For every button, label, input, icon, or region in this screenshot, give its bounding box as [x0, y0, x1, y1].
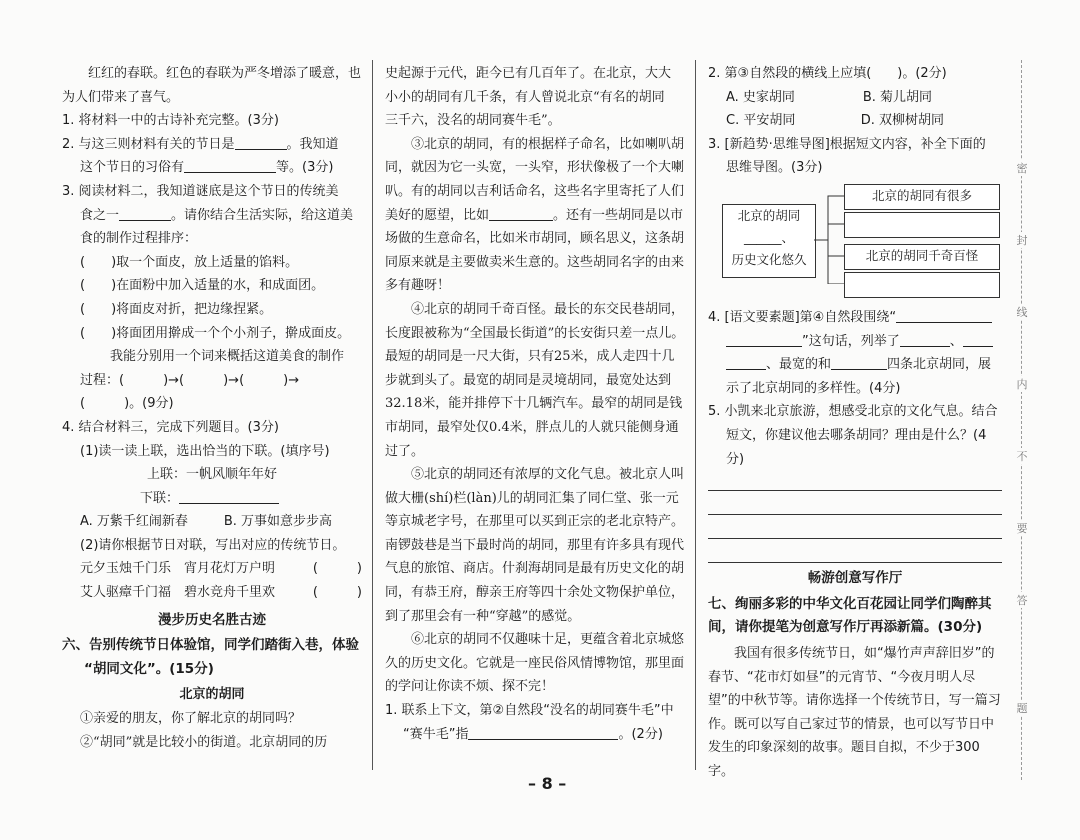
section-seven-title: 七、绚丽多彩的中华文化百花园让同学们陶醉其间，请你提笔为创意写作厅再添新篇。(30分)	[708, 595, 992, 636]
question-2: 2. 与这三则材料有关的节日是 。我知道	[62, 133, 362, 157]
binding-char: 封	[1014, 232, 1030, 248]
reading-question-1-cont: “赛牛毛”指 。(2分)	[385, 723, 685, 747]
mind-map-branch-4-blank[interactable]	[844, 272, 1000, 298]
question-4-1: (1)读一读上联，选出恰当的下联。(填序号)	[80, 443, 330, 459]
answer-line[interactable]	[708, 495, 1002, 515]
mind-map-root: 北京的胡同 ______、 历史文化悠久	[722, 204, 816, 278]
upper-couplet: 上联：一帆风顺年年好	[146, 467, 277, 483]
section-heading-writing: 畅游创意写作厅	[807, 570, 903, 587]
answer-paren[interactable]: ( )	[312, 561, 362, 577]
section-heading-history: 漫步历史名胜古迹	[158, 611, 266, 628]
options-row-2	[708, 109, 1002, 133]
answer-line[interactable]	[708, 543, 1002, 563]
question-3-cont: 食之一 。请你结合生活实际，给这道美	[62, 204, 362, 228]
intro-line-1: 红红的春联。红色的春联为严冬增添了暖意，也	[88, 66, 362, 81]
answer-blank[interactable]	[900, 331, 950, 347]
article-line: 小小的胡同有几千条，有人曾说北京“有名的胡同	[385, 89, 665, 105]
writing-prompt: 我国有很多传统节日，如“爆竹声声辞旧岁”的春节、“花市灯如昼”的元宵节、“今夜月明人尽望”的中秋节等。请你选择一个传统节日，写一篇习作。既可以写自己家过节的情景，也可以写节日中发生的印象深刻的故事。题目自拟，不少于300字。	[708, 645, 1001, 779]
reading-question-5-cont: 短文，你建议他去哪条胡同？理由是什么？(4分)	[726, 427, 987, 467]
mind-map-branch-3: 北京的胡同千奇百怪	[844, 244, 1000, 270]
reading-question-4-cont3: 示了北京胡同的多样性。(4分)	[726, 380, 901, 396]
reading-question-2: 2. 第③自然段的横线上应填( )。(2分)	[708, 66, 947, 81]
question-4-2: (2)请你根据节日对联，写出对应的传统节日。	[80, 537, 346, 553]
binding-char: 不	[1014, 448, 1030, 464]
summary-line-3[interactable]: ( )。(9分)	[80, 396, 174, 412]
answer-blank[interactable]	[235, 134, 287, 150]
article-paragraph-3: ③北京的胡同，有的根据样子命名，比如喇叭胡同，就因为它一头宽，一头窄，形状像极了一个大喇叭。有的胡同以吉利话命名，这些名字里寄托了人们美好的愿望，比如 。还有一些胡同是以市场做的生意命名，比如米市胡同，顾名思义，这条胡同原来就是主要做卖米生意的。这些胡同名字的由来多有趣呀！	[385, 136, 685, 294]
reading-question-5: 5. 小凯来北京旅游，想感受北京的文化气息。结合	[708, 404, 998, 420]
article-title: 北京的胡同	[179, 687, 245, 703]
option-d[interactable]: D. 双柳树胡同	[860, 113, 944, 129]
mind-map-root-blank[interactable]: ______、	[743, 229, 794, 245]
column-divider-left	[372, 60, 373, 770]
article-paragraph-2: ②“胡同”就是比较小的街道。北京胡同的历	[80, 734, 328, 750]
binding-margin	[1012, 60, 1032, 780]
option-c[interactable]: C. 平安胡同	[726, 113, 796, 129]
article-paragraph-5: ⑤北京的胡同还有浓厚的文化气息。被北京人叫做大栅(shí)栏(làn)儿的胡同汇集了同仁堂、张一元等京城老字号，在那里可以买到正宗的老北京特产。南锣鼓巷是当下最时尚的胡同，那里有许多具有现代气息的旅馆、商店。什刹海胡同是最有历史文化的胡同，有恭王府，醇亲王府等四十余处文物保护单位，到了那里会有一种“穿越”的感觉。	[385, 467, 685, 624]
article-paragraph-1: ①亲爱的朋友，你了解北京的胡同吗？	[80, 711, 302, 727]
answer-blank[interactable]	[119, 205, 171, 221]
couplet-1: 元夕玉烛千门乐 宵月花灯万户明 ( )	[62, 557, 362, 581]
options-row-1	[708, 86, 1002, 110]
binding-char: 内	[1014, 376, 1030, 392]
option-a[interactable]: A. 万紫千红闹新春	[80, 514, 188, 530]
reading-question-4-cont: ”这句话，列举了 、	[708, 330, 1002, 354]
step-3[interactable]: ( )将面皮对折，把边缘捏紧。	[80, 301, 273, 317]
binding-char: 密	[1014, 160, 1030, 176]
option-a[interactable]: A. 史家胡同	[726, 89, 795, 105]
reading-question-1: 1. 联系上下文，第②自然段“没名的胡同赛牛毛”中	[385, 703, 674, 719]
answer-blank[interactable]	[963, 331, 993, 347]
binding-char: 要	[1014, 520, 1030, 536]
article-paragraph-4: ④北京的胡同千奇百怪。最长的东交民巷胡同，长度跟被称为“全国最长街道”的长安街只差一点儿。最短的胡同是一尺大街，只有25米，成人走四十几步就到头了。最宽的胡同是灵境胡同，最宽处达到32.18米，能并排停下十几辆汽车。最窄的胡同是钱市胡同，最窄处仅0.4米，胖点儿的人就只能侧身通过了。	[385, 301, 685, 459]
column-divider-right	[695, 60, 696, 770]
summary-line-1: 我能分别用一个词来概括这道美食的制作	[110, 349, 345, 365]
intro-line-2: 为人们带来了喜气。	[62, 89, 180, 105]
reading-question-3-cont: 思维导图。(3分)	[726, 160, 823, 176]
option-b[interactable]: B. 万事如意步步高	[223, 514, 332, 530]
step-2[interactable]: ( )在面粉中加入适量的水，和成面团。	[80, 278, 325, 294]
answer-blank[interactable]	[468, 724, 618, 740]
step-4[interactable]: ( )将面团用擀成一个个小剂子，擀成面皮。	[80, 325, 351, 341]
answer-blank[interactable]	[831, 354, 887, 370]
binding-char: 线	[1014, 304, 1030, 320]
reading-question-4-cont2: 、最宽的和 四条北京胡同，展	[708, 353, 1002, 377]
column-2	[385, 62, 685, 746]
question-1: 1. 将材料一中的古诗补充完整。(3分)	[62, 113, 279, 129]
mind-map	[708, 184, 1002, 276]
answer-paren[interactable]: ( )	[312, 585, 362, 601]
article-line: 三千六，没名的胡同赛牛毛”。	[385, 113, 561, 129]
section-six-title: 六、告别传统节日体验馆，同学们踏街入巷，体验	[62, 637, 359, 654]
article-line: 史起源于元代，距今已有几百年了。在北京，大大	[385, 66, 672, 81]
mind-map-branch-1: 北京的胡同有很多	[844, 184, 1000, 210]
binding-char: 题	[1014, 700, 1030, 716]
reading-question-4: 4. [语文要素题]第④自然段围绕“	[708, 306, 1002, 330]
page-number: – 8 –	[528, 774, 567, 793]
answer-blank[interactable]	[179, 488, 279, 504]
answer-line[interactable]	[708, 519, 1002, 539]
reading-question-3: 3. [新趋势·思维导图]根据短文内容，补全下面的	[708, 136, 986, 152]
option-b[interactable]: B. 菊儿胡同	[862, 89, 932, 105]
step-1[interactable]: ( )取一个面皮，放上适量的馅料。	[80, 254, 299, 270]
question-3-cont2: 食的制作过程排序：	[80, 231, 198, 247]
question-3: 3. 阅读材料二，我知道谜底是这个节日的传统美	[62, 183, 339, 199]
answer-blank[interactable]	[896, 307, 992, 323]
answer-line[interactable]	[708, 471, 1002, 491]
question-4: 4. 结合材料三，完成下列题目。(3分)	[62, 419, 279, 435]
column-1	[62, 62, 362, 754]
question-2-cont: 这个节日的习俗有 等。(3分)	[62, 156, 362, 180]
section-six-title-cont: “胡同文化”。(15分)	[84, 660, 214, 677]
answer-blank[interactable]	[726, 354, 766, 370]
couplet-2: 艾人驱瘴千门福 碧水竞舟千里欢 ( )	[62, 581, 362, 605]
lower-couplet: 下联：	[62, 487, 362, 511]
couplet-options	[62, 510, 362, 534]
answer-blank[interactable]	[726, 331, 802, 347]
answer-blank[interactable]	[489, 205, 553, 221]
article-paragraph-6: ⑥北京的胡同不仅趣味十足，更蕴含着北京城悠久的历史文化。它就是一座民俗风情博物馆，那里面的学问让你读不烦、探不完！	[385, 632, 685, 695]
answer-blank[interactable]	[184, 157, 276, 173]
binding-char: 答	[1014, 592, 1030, 608]
column-3	[708, 62, 1002, 783]
mind-map-branch-2-blank[interactable]	[844, 212, 1000, 238]
summary-line-2[interactable]: 过程：( )→( )→( )→	[80, 372, 300, 388]
